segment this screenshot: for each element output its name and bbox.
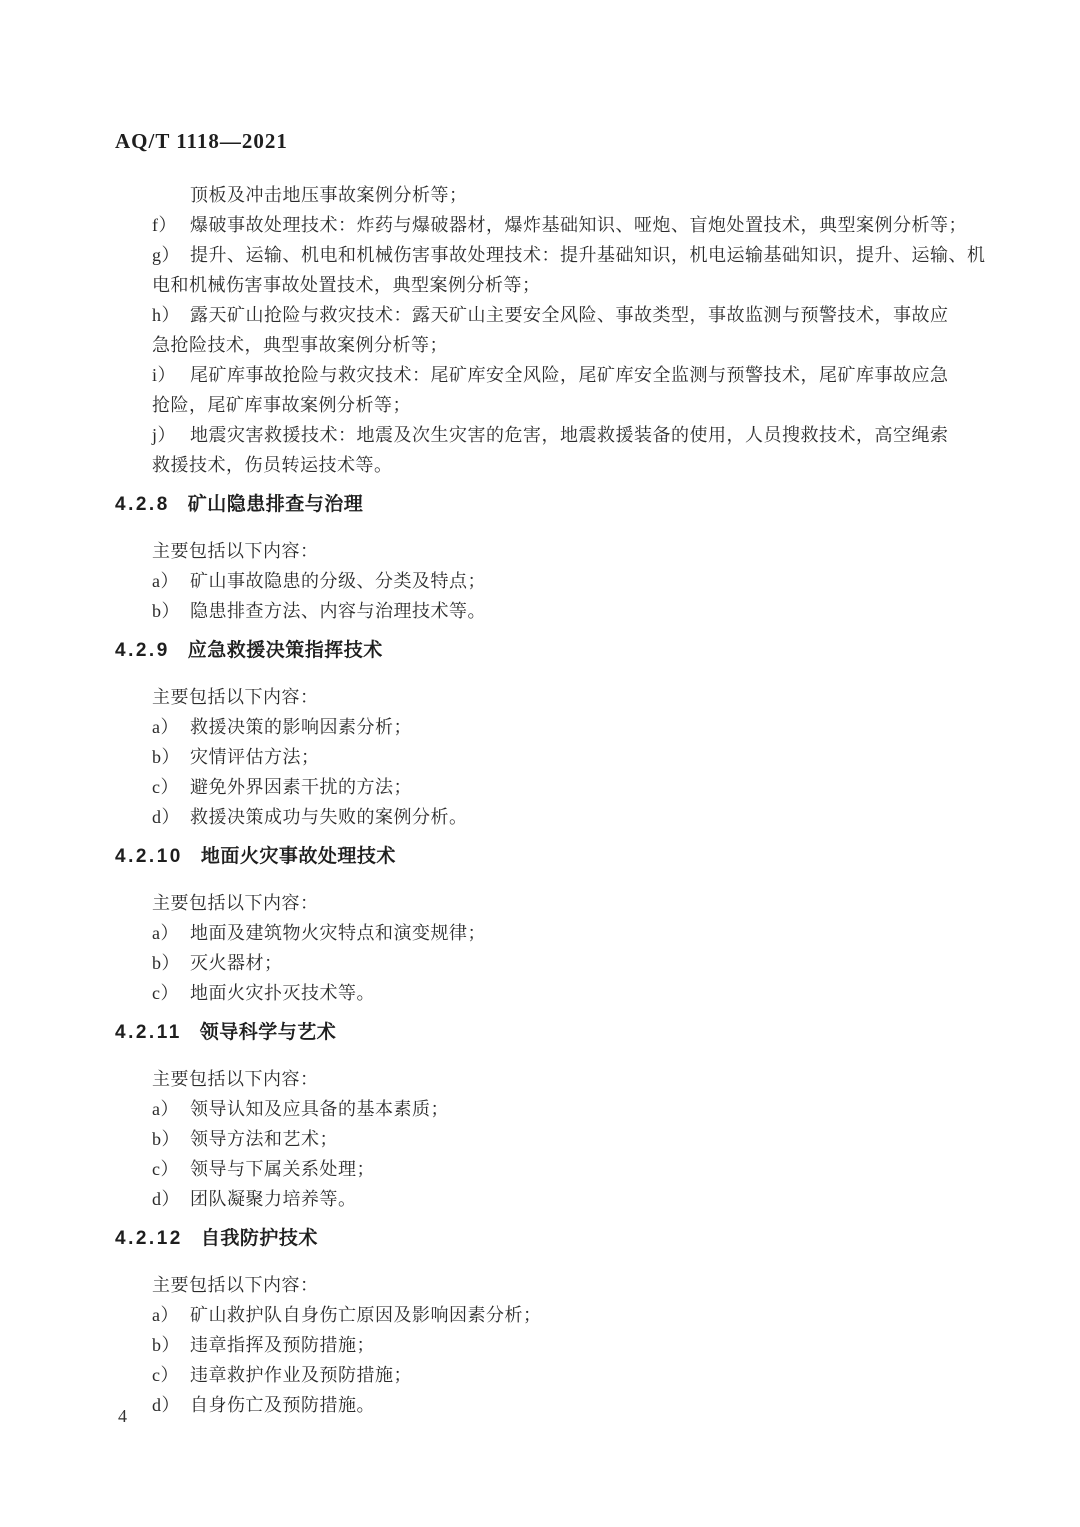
section-4-2-10-title: 地面火灾事故处理技术 (200, 846, 396, 867)
section-4-2-9-intro: 主要包括以下内容： (152, 687, 319, 707)
section-4-2-11-item-b (115, 1124, 980, 1154)
item-text: 领导方法和艺术； (190, 1129, 338, 1149)
item-label-c: c） (152, 983, 179, 1003)
item-text: 地面及建筑物火灾特点和演变规律； (190, 923, 486, 943)
item-label-c: c） (152, 1365, 179, 1385)
section-4-2-12-number: 4.2.12 (115, 1228, 183, 1249)
section-4-2-9-title: 应急救援决策指挥技术 (187, 640, 383, 661)
standard-code-header: AQ/T 1118—2021 (115, 129, 288, 153)
list-label-f: f） (152, 215, 177, 235)
item-text: 领导认知及应具备的基本素质； (190, 1099, 449, 1119)
item-label-b: b） (152, 747, 180, 767)
item-label-d: d） (152, 1395, 180, 1415)
item-label-b: b） (152, 601, 180, 621)
item-label-a: a） (152, 717, 179, 737)
section-4-2-9-item-c (115, 772, 980, 802)
section-4-2-10-intro: 主要包括以下内容： (152, 893, 319, 913)
item-text: 违章救护作业及预防措施； (190, 1365, 412, 1385)
list-label-g: g） (152, 245, 180, 265)
section-4-2-12-intro: 主要包括以下内容： (152, 1275, 319, 1295)
section-4-2-10-item-c (115, 978, 980, 1008)
item-label-a: a） (152, 1099, 179, 1119)
page-number: 4 (118, 1406, 127, 1426)
section-4-2-8-heading (115, 490, 980, 520)
list-text-i-line-1: 尾矿库事故抢险与救灾技术：尾矿库安全风险，尾矿库安全监测与预警技术，尾矿库事故应急 (190, 365, 949, 385)
section-4-2-10-number: 4.2.10 (115, 846, 183, 867)
list-label-j: j） (152, 425, 177, 445)
item-text: 矿山事故隐患的分级、分类及特点； (190, 571, 486, 591)
section-4-2-12-item-a (115, 1300, 980, 1330)
item-text: 自身伤亡及预防措施。 (190, 1395, 375, 1415)
item-text: 违章指挥及预防措施； (190, 1335, 375, 1355)
section-4-2-11-number: 4.2.11 (115, 1022, 182, 1043)
item-text: 领导与下属关系处理； (190, 1159, 375, 1179)
item-label-a: a） (152, 1305, 179, 1325)
item-text: 地面火灾扑灭技术等。 (190, 983, 375, 1003)
item-label-c: c） (152, 777, 179, 797)
list-text-f: 爆破事故处理技术：炸药与爆破器材，爆炸基础知识、哑炮、盲炮处置技术，典型案例分析等； (190, 215, 967, 235)
item-label-d: d） (152, 1189, 180, 1209)
item-text: 灾情评估方法； (190, 747, 320, 767)
item-label-b: b） (152, 1129, 180, 1149)
section-4-2-12-item-c (115, 1360, 980, 1390)
list-item-j-line-2: 救援技术，伤员转运技术等。 (152, 455, 393, 475)
section-4-2-8-item-a (115, 566, 980, 596)
item-text: 隐患排查方法、内容与治理技术等。 (190, 601, 486, 621)
section-4-2-9-item-a (115, 712, 980, 742)
item-text: 避免外界因素干扰的方法； (190, 777, 412, 797)
list-item-g (115, 240, 986, 270)
section-4-2-9-item-d (115, 802, 980, 832)
list-item-h-line-2: 急抢险技术，典型事故案例分析等； (152, 335, 448, 355)
item-text: 团队凝聚力培养等。 (190, 1189, 357, 1209)
section-4-2-9-number: 4.2.9 (115, 640, 170, 661)
item-label-b: b） (152, 953, 180, 973)
section-4-2-12-item-d (115, 1390, 980, 1420)
section-4-2-8-number: 4.2.8 (115, 494, 170, 515)
list-label-h: h） (152, 305, 180, 325)
section-4-2-10-item-a (115, 918, 980, 948)
item-text: 救援决策成功与失败的案例分析。 (190, 807, 468, 827)
section-4-2-8-intro: 主要包括以下内容： (152, 541, 319, 561)
section-4-2-8-item-b (115, 596, 980, 626)
list-item-g-line-2: 电和机械伤害事故处置技术，典型案例分析等； (152, 275, 541, 295)
list-item-i (115, 360, 980, 390)
section-4-2-8-title: 矿山隐患排查与治理 (187, 494, 364, 515)
list-item-f (115, 210, 980, 240)
item-label-a: a） (152, 571, 179, 591)
section-4-2-11-heading (115, 1018, 980, 1048)
list-text-j-line-1: 地震灾害救援技术：地震及次生灾害的危害，地震救援装备的使用，人员搜救技术，高空绳索 (190, 425, 949, 445)
section-4-2-11-title: 领导科学与艺术 (199, 1022, 337, 1043)
list-item-j (115, 420, 980, 450)
section-4-2-12-heading (115, 1224, 980, 1254)
list-item-e-continuation: 顶板及冲击地压事故案例分析等； (190, 185, 468, 205)
section-4-2-10-item-b (115, 948, 980, 978)
item-label-a: a） (152, 923, 179, 943)
section-4-2-11-intro: 主要包括以下内容： (152, 1069, 319, 1089)
list-text-h-line-1: 露天矿山抢险与救灾技术：露天矿山主要安全风险、事故类型，事故监测与预警技术，事故应 (190, 305, 949, 325)
section-4-2-11-item-a (115, 1094, 980, 1124)
section-4-2-9-heading (115, 636, 980, 666)
list-text-g-line-1: 提升、运输、机电和机械伤害事故处理技术：提升基础知识，机电运输基础知识，提升、运输、机 (190, 245, 986, 265)
list-item-h (115, 300, 980, 330)
list-label-i: i） (152, 365, 177, 385)
section-4-2-12-item-b (115, 1330, 980, 1360)
section-4-2-10-heading (115, 842, 980, 872)
section-4-2-9-item-b (115, 742, 980, 772)
section-4-2-11-item-d (115, 1184, 980, 1214)
item-text: 矿山救护队自身伤亡原因及影响因素分析； (190, 1305, 542, 1325)
item-label-b: b） (152, 1335, 180, 1355)
section-4-2-11-item-c (115, 1154, 980, 1184)
item-text: 救援决策的影响因素分析； (190, 717, 412, 737)
section-4-2-12-title: 自我防护技术 (200, 1228, 318, 1249)
item-label-d: d） (152, 807, 180, 827)
item-label-c: c） (152, 1159, 179, 1179)
list-item-i-line-2: 抢险，尾矿库事故案例分析等； (152, 395, 411, 415)
item-text: 灭火器材； (190, 953, 283, 973)
